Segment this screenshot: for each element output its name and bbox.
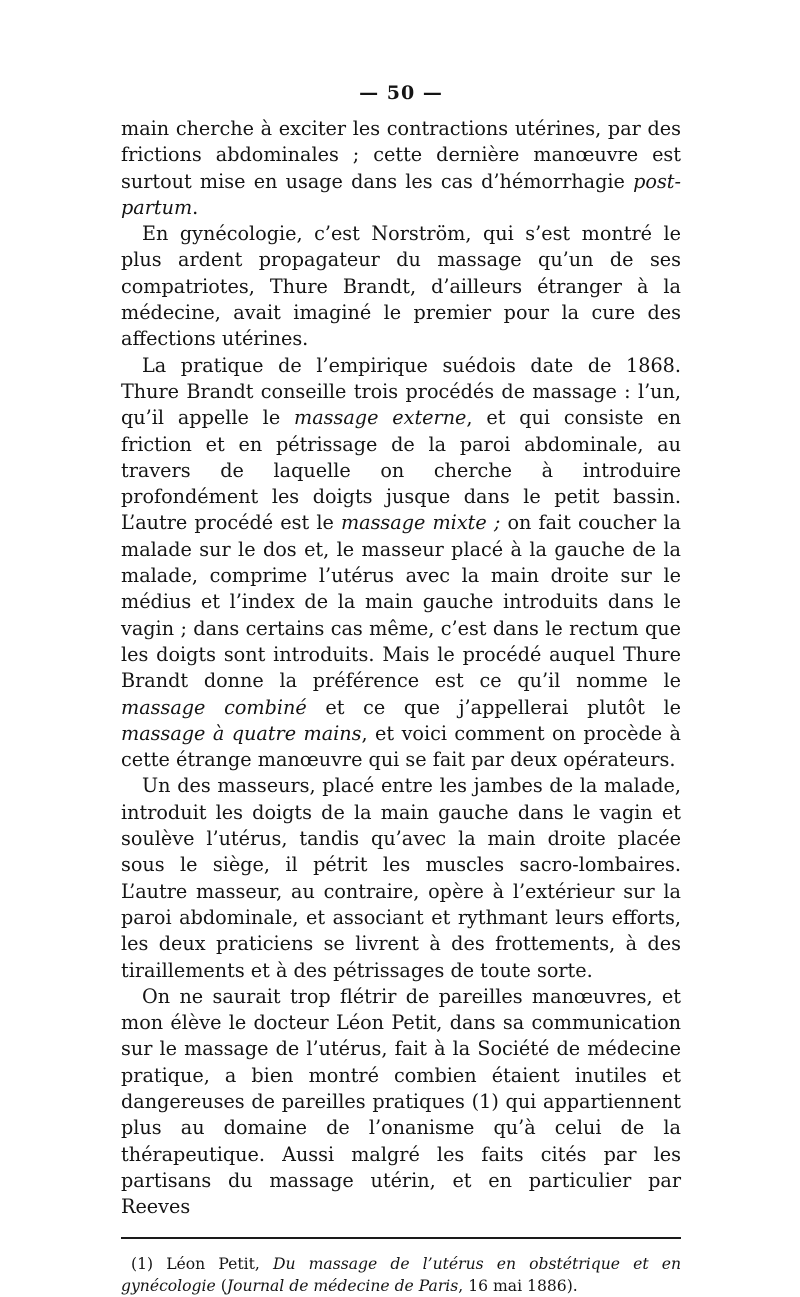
body-text [121, 116, 681, 1220]
text-segment: La pratique de l’empirique suédois date de 1868. Thure Brandt conseille trois procédés de massage : l’un, qu’il appelle le [121, 353, 681, 430]
text-segment: main cherche à exciter les contractions utérines, par des frictions abdominales ; cette dernière manœuvre est surtout mise en usage dans les cas d’hémorrhagie [121, 117, 681, 193]
italic-text-segment: massage externe [294, 406, 467, 430]
text-segment: Un des masseurs, placé entre les jambes de la malade, introduit les doigts de la main gauche dans le vagin et soulève l’utérus, tandis qu’avec la main droite placée sous le siège, il pétrit les muscles sacro-lombaires. L’autre masseur, au contraire, opère à l’extérieur sur la paroi abdominale, et associant et rythmant leurs efforts, les deux praticiens se livrent à des frottements, à des tiraillements et à des pétrissages de toute sorte. [121, 774, 681, 982]
page-number: — 50 — [359, 82, 443, 104]
text-segment: , et qui consiste en friction et en pétrissage de la paroi abdominale, au travers de laquelle on cherche à introduire profondément les doigts jusque dans le petit bassin. L’autre procédé est le [121, 406, 681, 535]
italic-text-segment: Journal de médecine de Paris [226, 1277, 459, 1296]
text-segment: . [192, 195, 199, 219]
italic-text-segment: massage à quatre mains [121, 721, 362, 745]
italic-text-segment: post-partum [121, 169, 681, 219]
book-page [121, 82, 681, 1297]
text-segment: On ne saurait trop flétrir de pareilles manœuvres, et mon élève le docteur Léon Petit, dans sa communication sur le massage de l’utérus, fait à la Société de médecine pratique, a bien montré combien étaient inutiles et dangereuses de pareilles pratiques (1) qui appartiennent plus au domaine de l’onanisme qu’à celui de la thérapeutique. Aussi malgré les faits cités par les partisans du massage utérin, et en particulier par Reeves [121, 984, 681, 1219]
italic-text-segment: Du massage de l’utérus en obstétrique et en gynécologie [121, 1255, 681, 1296]
text-segment: En gynécologie, c’est Norström, qui s’est montré le plus ardent propagateur du massage qu’un de ses compatriotes, Thure Brandt, d’ailleurs étranger à la médecine, avait imaginé le premier pour la cure des affections utérines. [121, 222, 681, 351]
italic-text-segment: massage combiné [121, 695, 307, 719]
paragraph-4 [121, 773, 681, 983]
footnote [121, 1253, 681, 1297]
text-segment: (1) Léon Petit, [131, 1255, 273, 1274]
text-segment: ( [215, 1277, 227, 1296]
paragraph-5 [121, 984, 681, 1221]
text-segment: , et voici comment on procède à cette étrange manœuvre qui se fait par deux opérateurs. [121, 721, 681, 772]
paragraph-2 [121, 221, 681, 352]
paragraph-3 [121, 353, 681, 774]
text-segment: on fait coucher la malade sur le dos et, le masseur placé à la gauche de la malade, comprime l’utérus avec la main droite sur le médius et l’index de la main gauche introduits dans le vagin ; dans certains cas même, c’est dans le rectum que les doigts sont introduits. Mais le procédé auquel Thure Brandt donne la préférence est ce qu’il nomme le [121, 511, 681, 693]
italic-text-segment: massage mixte ; [340, 511, 501, 535]
paragraph-1 [121, 116, 681, 221]
footnote-divider [121, 1237, 681, 1239]
text-segment: , 16 mai 1886). [458, 1277, 578, 1296]
text-segment: et ce que j’appellerai plutôt le [306, 695, 681, 719]
